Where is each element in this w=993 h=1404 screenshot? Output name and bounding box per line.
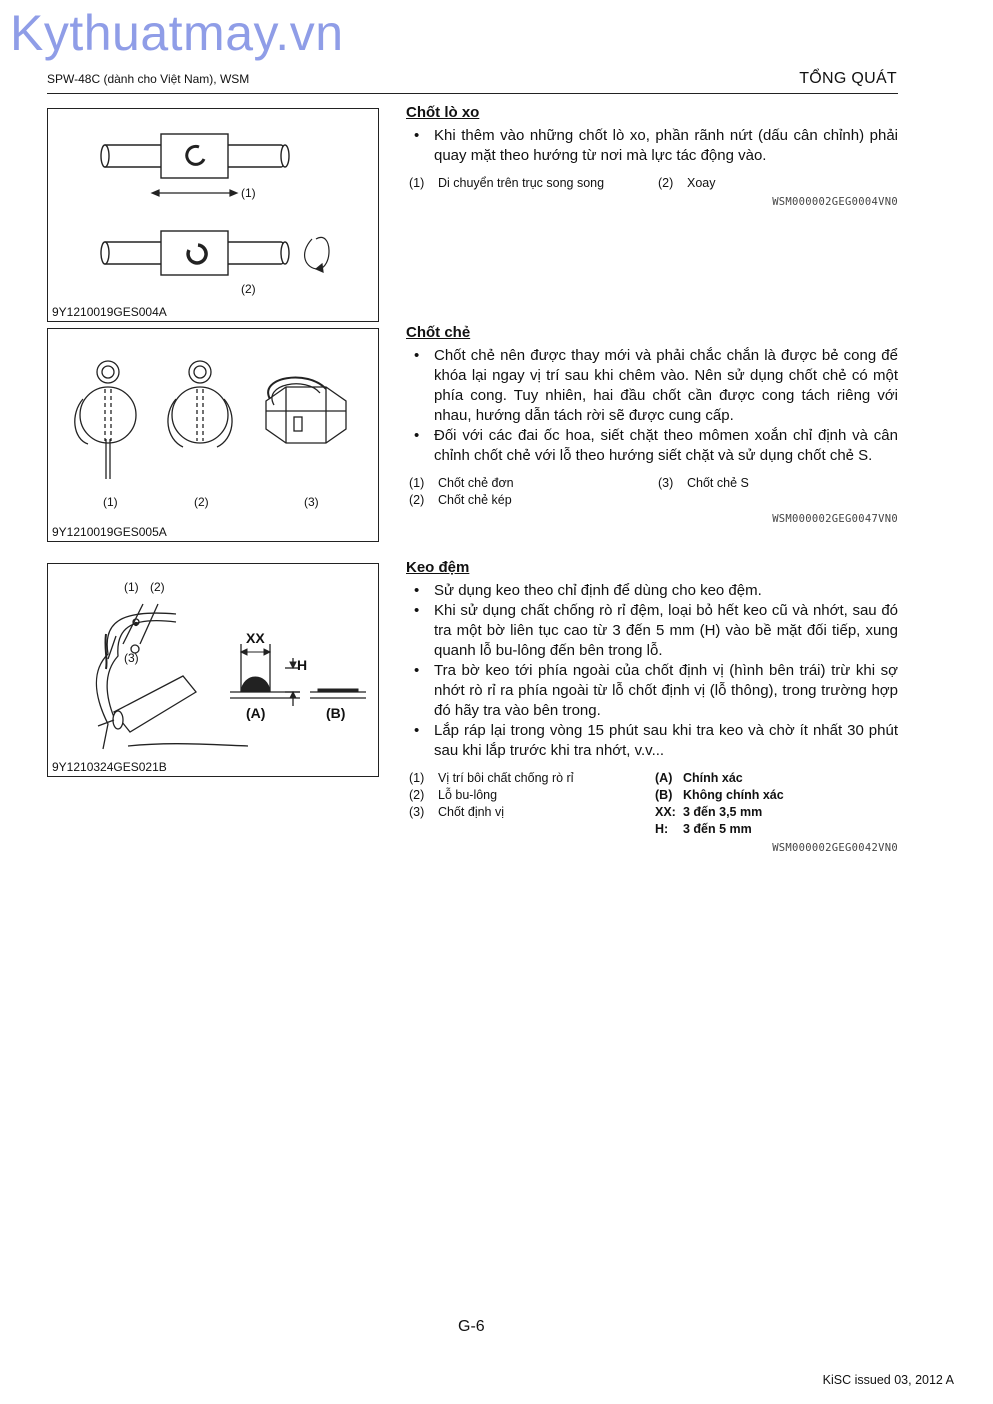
legend-text: Di chuyển trên trục song song (438, 176, 605, 190)
legend-row (406, 175, 898, 192)
legend (406, 175, 898, 192)
legend-num (655, 492, 687, 509)
legend-num: (3) (658, 476, 674, 490)
bullet-item: • Tra bờ keo tới phía ngoài của chốt định vị (hình bên trái) trừ khi sợ nhớt rò rỉ ra phía ngoài từ lỗ chốt định vị (lỗ thông), trong trường hợp đó hãy tra vào bên trong. (406, 661, 898, 721)
legend-num: H: (655, 822, 669, 836)
page-number: G-6 (458, 1318, 485, 1335)
legend-text: Không chính xác (683, 788, 784, 802)
spring-pin-illustration (48, 109, 378, 321)
legend-num: XX: (655, 805, 676, 819)
legend-text: Vị trí bôi chất chống rò rỉ (438, 771, 574, 785)
section-title: Keo đệm (406, 559, 470, 576)
legend-num: (A) (655, 771, 673, 785)
figure-label-h: H (297, 657, 308, 673)
bullet-list (406, 581, 898, 761)
legend-text: Lỗ bu-lông (438, 788, 498, 802)
legend-text: Chốt định vị (438, 805, 505, 819)
figure-spring-pin (47, 108, 379, 322)
legend-text: Chốt chẻ đơn (438, 476, 514, 490)
legend-num (406, 821, 438, 838)
bullet-item: • Đối với các đai ốc hoa, siết chặt theo mômen xoắn chỉ định và cân chỉnh chốt chẻ với lỗ theo hướng siết chặt và sử dụng chốt chẻ S. (406, 426, 898, 466)
legend-text: 3 đến 5 mm (683, 822, 752, 836)
section-code: WSM000002GEG0004VN0 (772, 196, 898, 208)
cotter-pin-illustration (48, 329, 378, 541)
section-cotter-pin (406, 324, 898, 525)
legend-text: Chốt chẻ kép (438, 493, 512, 507)
legend-num: (B) (655, 788, 673, 802)
bullet-item: • Chốt chẻ nên được thay mới và phải chắc chắn là được bẻ cong để khóa lại ngay vị trí sau khi chêm vào. Nên sử dụng chốt chẻ có một phía cong. Tuy nhiên, hai đầu chốt cần được cong tách riêng với nhau, hướng dẫn tách rời sẽ được cung cấp. (406, 346, 898, 426)
figure-code: 9Y1210019GES004A (52, 305, 167, 319)
section-code: WSM000002GEG0042VN0 (772, 842, 898, 854)
legend (406, 475, 898, 509)
bullet-item: • Sử dụng keo theo chỉ định để dùng cho keo đệm. (406, 581, 898, 601)
figure-label-b: (B) (326, 705, 346, 721)
figure-label-2: (2) (194, 495, 209, 509)
figure-label-3: (3) (304, 495, 319, 509)
bullet-item: • Khi thêm vào những chốt lò xo, phần rãnh nứt (dấu cân chỉnh) phải quay mặt theo hướng từ nơi mà lực tác động vào. (406, 126, 898, 166)
figure-label-a: (A) (246, 705, 266, 721)
section-title: Chốt lò xo (406, 104, 480, 121)
legend-num: (2) (409, 788, 425, 802)
legend-num: (1) (409, 176, 425, 190)
legend-text: Chính xác (683, 771, 743, 785)
figure-label-1: (1) (103, 495, 118, 509)
figure-cotter-pin (47, 328, 379, 542)
legend-row (406, 492, 898, 509)
section-code: WSM000002GEG0047VN0 (772, 513, 898, 525)
bullet-item: • Khi sử dụng chất chống rò rỉ đệm, loại bỏ hết keo cũ và nhớt, sau đó tra một bờ liên tục cao từ 3 đến 5 mm (H) vào bề mặt đối tiếp, xung quanh lỗ bu-lông đến bên trong lỗ. (406, 601, 898, 661)
legend-text: Xoay (687, 176, 716, 190)
figure-code: 9Y1210019GES005A (52, 525, 167, 539)
figure-label-1: (1) (241, 186, 256, 200)
section-title: Chốt chẻ (406, 324, 471, 341)
legend-row (406, 821, 898, 838)
watermark: Kythuatmay.vn (10, 5, 344, 61)
bullet-list (406, 346, 898, 466)
header-rule (47, 93, 898, 94)
figure-code: 9Y1210324GES021B (52, 760, 167, 774)
figure-label-xx: XX (246, 630, 265, 646)
legend-row (406, 475, 898, 492)
bullet-list (406, 126, 898, 166)
section-liquid-gasket (406, 559, 898, 854)
legend-row (406, 770, 898, 787)
legend-text: 3 đến 3,5 mm (683, 805, 763, 819)
figure-label-2: (2) (150, 580, 165, 594)
issue-note: KiSC issued 03, 2012 A (822, 1373, 954, 1387)
header-section: TỔNG QUÁT (799, 70, 897, 87)
legend-num: (3) (409, 805, 425, 819)
section-spring-pin (406, 104, 898, 208)
figure-label-2: (2) (241, 282, 256, 296)
legend-num: (2) (658, 176, 674, 190)
liquid-gasket-illustration (48, 564, 378, 776)
figure-liquid-gasket (47, 563, 379, 777)
legend-num: (1) (409, 476, 425, 490)
header-model: SPW-48C (dành cho Việt Nam), WSM (47, 72, 250, 86)
legend-text: Chốt chẻ S (687, 476, 749, 490)
figure-label-1: (1) (124, 580, 139, 594)
legend-row (406, 787, 898, 804)
figure-label-3: (3) (124, 651, 139, 665)
legend-num: (1) (409, 771, 425, 785)
legend (406, 770, 898, 838)
legend-row (406, 804, 898, 821)
legend-num: (2) (409, 493, 425, 507)
bullet-item: • Lắp ráp lại trong vòng 15 phút sau khi tra keo và chờ ít nhất 30 phút sau khi lắp trước khi tra nhớt, v.v... (406, 721, 898, 761)
